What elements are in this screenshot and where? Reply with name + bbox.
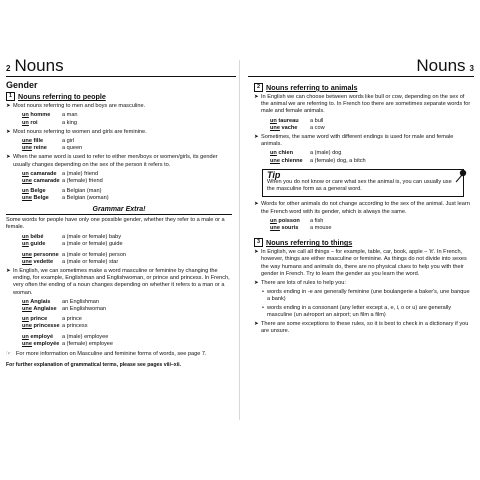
bullet-point — [254, 94, 472, 116]
bullet-point — [6, 268, 232, 297]
bullet-text: There are lots of rules to help you: — [261, 280, 346, 287]
bullet-point — [6, 129, 232, 136]
tip-title: Tip — [267, 169, 281, 180]
heading-rule — [248, 76, 474, 77]
pointing-hand-icon: ☞ — [6, 351, 12, 358]
bullet-point — [254, 201, 472, 215]
example-row: un employé a (male) employee — [22, 333, 109, 340]
heading-rule — [6, 76, 236, 77]
bullet-text: There are some exceptions to these rules, so it is best to check in a dictionary if you are unsure. — [261, 321, 469, 335]
dot-bullet-icon: • — [262, 289, 264, 296]
left-page-header — [6, 57, 64, 74]
example-row: une chienne a (female) dog, a bitch — [270, 157, 366, 164]
example-row: un roi a king — [22, 119, 77, 126]
footer-text: For further explanation of grammatical terms, please see pages viii–xii. — [6, 362, 181, 369]
example-row: une reine a queen — [22, 145, 83, 152]
section-number: 1 — [6, 92, 15, 101]
page-heading: Nouns — [14, 56, 64, 75]
example-row: une Anglaise an Englishwoman — [22, 306, 107, 313]
example-row: une Belge a Belgian (woman) — [22, 195, 109, 202]
example-row: un guide a (male or female) guide — [22, 241, 123, 248]
note-text: For more information on Masculine and feminine forms of words, see page 7. — [16, 351, 207, 358]
sub-bullet-text: words ending in a consonant (any letter except a, e, i, o or u) are generally masculine (un aéroport an airport; un film a film) — [267, 304, 452, 318]
arrow-bullet-icon: ➤ — [254, 134, 259, 141]
grammar-extra-text: Some words for people have only one possible gender, whether they refer to a male or a female. — [6, 216, 225, 231]
arrow-bullet-icon: ➤ — [254, 280, 259, 287]
grammar-extra-title: Grammar Extra! — [6, 206, 232, 215]
page-number: 2 — [6, 64, 11, 73]
bullet-text: In English, we can sometimes make a word masculine or feminine by changing the ending, for example, Englishman and Englishwoman, or prince and princess. In French, very often the ending of a noun changes depending on whether it refers to a man or a woman. — [13, 268, 230, 296]
page-number: 3 — [469, 64, 474, 73]
arrow-bullet-icon: ➤ — [254, 249, 259, 256]
section-title: Nouns referring to animals — [266, 82, 358, 92]
section-title: Nouns referring to things — [266, 238, 353, 248]
arrow-bullet-icon: ➤ — [6, 154, 11, 161]
arrow-bullet-icon: ➤ — [254, 201, 259, 208]
page-heading: Nouns — [416, 56, 466, 75]
section-number: 3 — [254, 238, 263, 247]
sub-bullet-text: words ending in -e are generally feminine (une boulangerie a baker's, une banque a bank) — [267, 289, 470, 303]
right-page-content — [254, 80, 472, 337]
right-page-header — [416, 57, 474, 74]
section-2-header — [254, 83, 472, 92]
example-row: un chien a (male) dog — [270, 150, 342, 157]
section-1-header — [6, 92, 232, 101]
bullet-text: Most nouns referring to women and girls are feminine. — [13, 128, 147, 135]
example-row: un camarade a (male) friend — [22, 170, 99, 177]
gender-title: Gender — [6, 80, 38, 90]
bullet-point — [6, 103, 232, 110]
sub-bullet — [262, 289, 472, 303]
bullet-text: Words for other animals do not change according to the sex of the animal. Just learn the French word with its gender, which is always the same. — [261, 201, 470, 215]
tip-box — [262, 169, 464, 198]
section-title: Nouns referring to people — [18, 92, 106, 102]
section-number: 2 — [254, 83, 263, 92]
example-row: un Anglais an Englishman — [22, 298, 100, 305]
example-row: une vedette a (male or female) star — [22, 258, 119, 265]
example-row: une souris a mouse — [270, 225, 332, 232]
example-row: une personne a (male or female) person — [22, 251, 127, 258]
example-row: un homme a man — [22, 112, 78, 119]
example-row: un prince a prince — [22, 316, 82, 323]
example-row: une employée a (female) employee — [22, 340, 113, 347]
bullet-text: Most nouns referring to men and boys are masculine. — [13, 103, 146, 110]
tip-text: When you do not know or care what sex the animal is, you can usually use the masculine form as a general word. — [267, 179, 452, 193]
bullet-text: When the same word is used to refer to either men/boys or women/girls, its gender usually changes depending on the sex of the person it refers to. — [13, 154, 218, 168]
arrow-bullet-icon: ➤ — [254, 94, 259, 100]
example-row: un Belge a Belgian (man) — [22, 188, 102, 195]
bullet-point — [254, 249, 472, 278]
example-row: une vache a cow — [270, 124, 325, 131]
arrow-bullet-icon: ➤ — [254, 321, 259, 328]
dot-bullet-icon: • — [262, 304, 264, 311]
example-row: un poisson a fish — [270, 217, 324, 224]
bullet-text: In English we can choose between words like bull or cow, depending on the sex of the animal we are referring to. In French too there are sometimes separate words for male and female animals. — [261, 94, 471, 115]
example-row: une fille a girl — [22, 138, 75, 145]
example-row: un taureau a bull — [270, 117, 324, 124]
bullet-text: In English, we call all things – for example, table, car, book, apple – 'it'. In French, however, things are either masculine or feminine. As things do not divide into sexes the way humans and animals do, there are no physical clues to help you with their gender in French. Try to learn the gender as you learn the word. — [261, 249, 467, 277]
bullet-point — [254, 280, 472, 287]
example-row: une camarade a (female) friend — [22, 178, 103, 185]
right-page — [240, 0, 480, 480]
arrow-bullet-icon: ➤ — [6, 128, 11, 135]
bullet-text: Sometimes, the same word with different endings is used for male and female animals. — [261, 134, 454, 148]
arrow-bullet-icon: ➤ — [6, 103, 11, 110]
bullet-point — [254, 134, 472, 148]
example-row: un bébé a (male or female) baby — [22, 234, 122, 241]
cross-reference-note — [6, 351, 232, 358]
pushpin-icon — [453, 168, 469, 184]
arrow-bullet-icon: ➤ — [6, 268, 11, 275]
sub-bullet — [262, 305, 472, 319]
example-row: une princesse a princess — [22, 323, 88, 330]
bullet-point — [254, 321, 472, 335]
bullet-point — [6, 154, 232, 168]
left-page-content — [6, 80, 232, 370]
section-3-header — [254, 238, 472, 247]
